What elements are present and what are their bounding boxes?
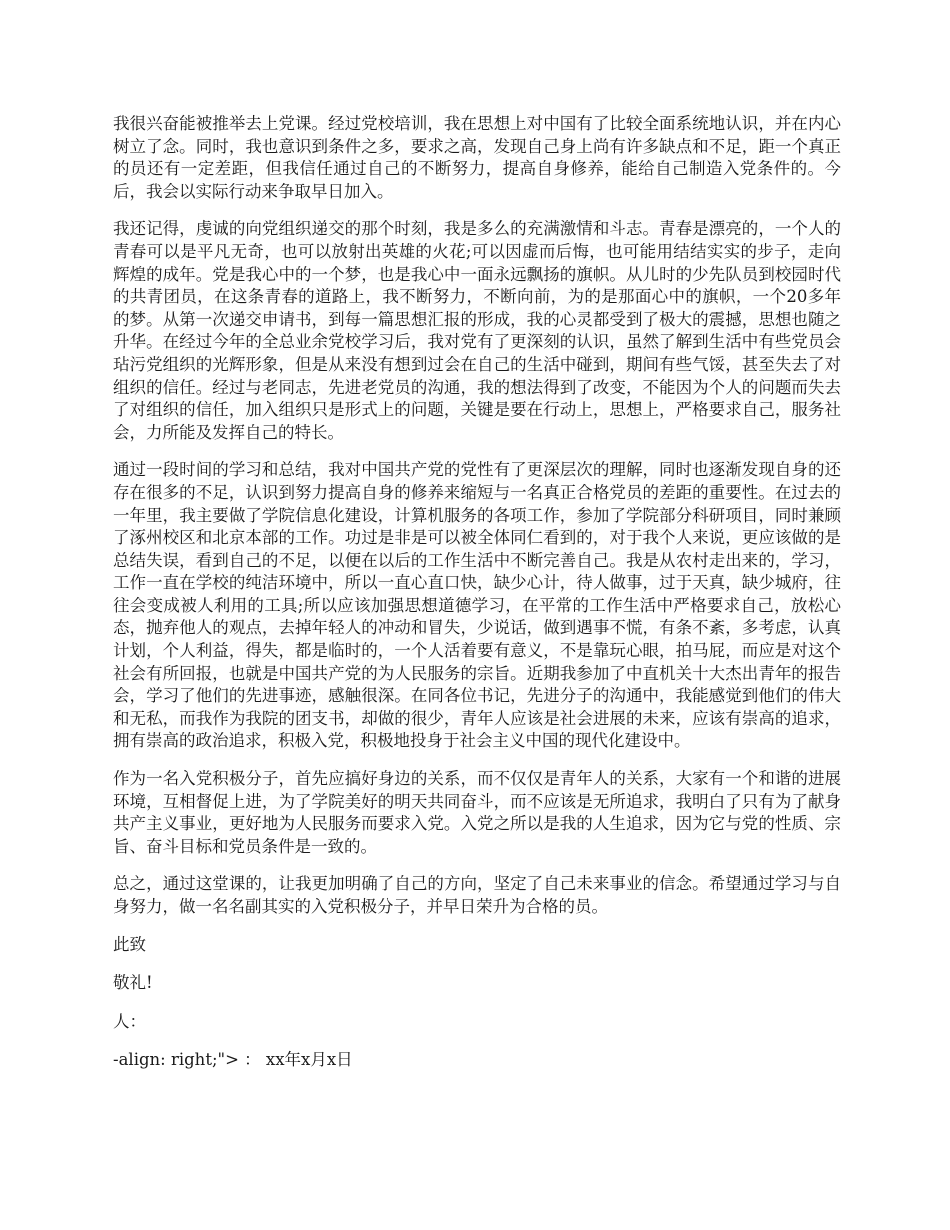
paragraph-5: 总之，通过这堂课的，让我更加明确了自己的方向，坚定了自己未来事业的信念。希望通过学习与自身努力，做一名名副其实的入党积极分子，并早日荣升为合格的员。 [113, 874, 841, 916]
paragraph-3: 通过一段时间的学习和总结，我对中国共产党的党性有了更深层次的理解，同时也逐渐发现自身的还存在很多的不足，认识到努力提高自身的修养来缩短与一名真正合格党员的差距的重要性。在过去的一年里，我主要做了学院信息化建设，计算机服务的各项工作，参加了学院部分科研项目，同时兼顾了涿州校区和北京本部的工作。功过是非是可以被全体同仁看到的，对于我个人来说，更应该做的是总结失误，看到自己的不足，以便在以后的工作生活中不断完善自己。我是从农村走出来的，学习，工作一直在学校的纯洁环境中，所以一直心直口快，缺少心计，待人做事，过于天真，缺少城府，往往会变成被人利用的工具;所以应该加强思想道德学习，在平常的工作生活中严格要求自己，放松心态，抛弃他人的观点，去掉年轻人的冲动和冒失，少说话，做到遇事不慌，有条不紊，多考虑，认真计划，个人利益，得失，都是临时的，一个人活着要有意义，不是靠玩心眼，拍马屁，而应是对这个社会有所回报，也就是中国共产党的为人民服务的宗旨。近期我参加了中直机关十大杰出青年的报告会，学习了他们的先进事迹，感触很深。在同各位书记，先进分子的沟通中，我能感觉到他们的伟大和无私，而我作为我院的团支书，却做的很少，青年人应该是社会进展的未来，应该有崇高的追求，拥有崇高的政治追求，积极入党，积极地投身于社会主义中国的现代化建设中。 [113, 460, 841, 751]
signature-line: 人： [113, 1011, 146, 1031]
paragraph-2: 我还记得，虔诚的向党组织递交的那个时刻，我是多么的充满激情和斗志。青春是漂亮的，一个人的青春可以是平凡无奇，也可以放射出英雄的火花;可以因虚而后悔，也可能用结结实实的步子，走向辉煌的成年。党是我心中的一个梦，也是我心中一面永远飘扬的旗帜。从儿时的少先队员到校园时代的共青团员，在这条青春的道路上，我不断努力，不断向前，为的是那面心中的旗帜，一个20多年的梦。从第一次递交申请书，到每一篇思想汇报的形成，我的心灵都受到了极大的震撼，思想也随之升华。在经过今年的全总业余党校学习后，我对党有了更深刻的认识，虽然了解到生活中有些党员会玷污党组织的光辉形象，但是从来没有想到过会在自己的生活中碰到，期间有些气馁，甚至失去了对组织的信任。经过与老同志，先进老党员的沟通，我的想法得到了改变，不能因为个人的问题而失去了对组织的信任，加入组织只是形式上的问题，关键是要在行动上，思想上，严格要求自己，服务社会，力所能及发挥自己的特长。 [113, 219, 841, 442]
paragraph-4: 作为一名入党积极分子，首先应搞好身边的关系，而不仅仅是青年人的关系，大家有一个和谐的进展环境，互相督促上进，为了学院美好的明天共同奋斗，而不应该是无所追求，我明白了只有为了献身共产主义事业，更好地为人民服务而要求入党。入党之所以是我的人生追求，因为它与党的性质、宗旨、奋斗目标和党员条件是一致的。 [113, 769, 841, 856]
closing-line: 此致 [113, 934, 146, 954]
document-body [113, 113, 841, 1088]
salute-line: 敬礼! [113, 973, 153, 993]
paragraph-1: 我很兴奋能被推举去上党课。经过党校培训，我在思想上对中国有了比较全面系统地认识，并在内心树立了念。同时，我也意识到条件之多，要求之高，发现自己身上尚有许多缺点和不足，距一个真正的员还有一定差距，但我信任通过自己的不断努力，提高自身修养，能给自己制造入党条件的。今后，我会以实际行动来争取早日加入。 [113, 114, 841, 201]
date-line: -align: right;"> ： xx年x月x日 [113, 1050, 353, 1070]
